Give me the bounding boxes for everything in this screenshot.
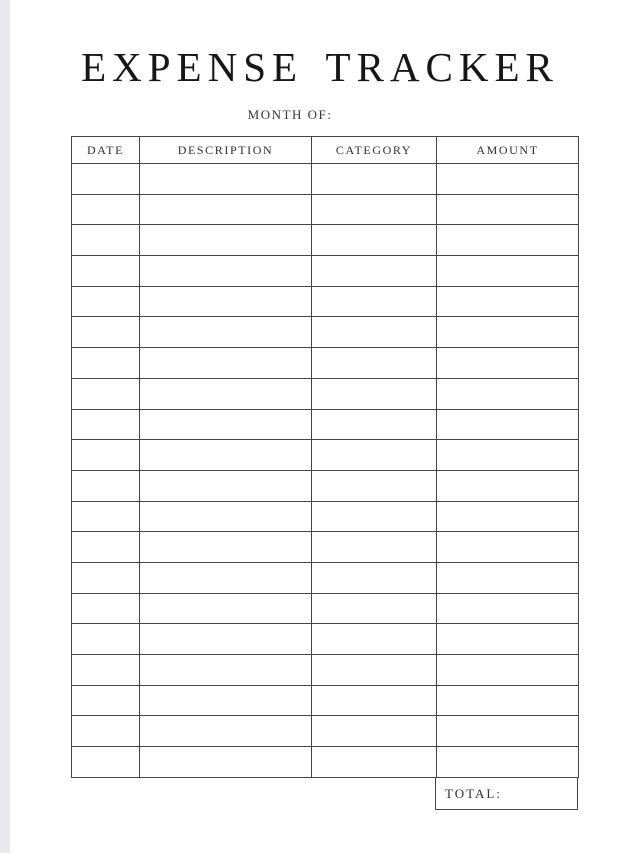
cell-date bbox=[72, 501, 140, 532]
table-row bbox=[72, 716, 579, 747]
table-row bbox=[72, 164, 579, 195]
cell-category bbox=[312, 286, 437, 317]
cell-category bbox=[312, 624, 437, 655]
column-header-date: DATE bbox=[72, 137, 140, 164]
cell-amount bbox=[437, 655, 579, 686]
cell-category bbox=[312, 348, 437, 379]
cell-category bbox=[312, 194, 437, 225]
cell-category bbox=[312, 225, 437, 256]
table-row bbox=[72, 440, 579, 471]
table-row bbox=[72, 501, 579, 532]
cell-category bbox=[312, 501, 437, 532]
cell-description bbox=[140, 562, 312, 593]
cell-description bbox=[140, 532, 312, 563]
table-row bbox=[72, 194, 579, 225]
cell-description bbox=[140, 624, 312, 655]
cell-amount bbox=[437, 256, 579, 287]
cell-amount bbox=[437, 164, 579, 195]
cell-date bbox=[72, 409, 140, 440]
cell-description bbox=[140, 348, 312, 379]
table-row bbox=[72, 685, 579, 716]
month-of-label: MONTH OF: bbox=[247, 107, 333, 122]
total-label: TOTAL: bbox=[445, 785, 502, 801]
cell-amount bbox=[437, 501, 579, 532]
cell-amount bbox=[437, 317, 579, 348]
cell-date bbox=[72, 194, 140, 225]
table-row bbox=[72, 378, 579, 409]
table-row bbox=[72, 348, 579, 379]
cell-category bbox=[312, 164, 437, 195]
cell-description bbox=[140, 164, 312, 195]
cell-date bbox=[72, 655, 140, 686]
table-row bbox=[72, 562, 579, 593]
cell-amount bbox=[437, 562, 579, 593]
cell-amount bbox=[437, 716, 579, 747]
cell-amount bbox=[437, 225, 579, 256]
expense-table bbox=[71, 136, 579, 778]
cell-category bbox=[312, 409, 437, 440]
cell-category bbox=[312, 593, 437, 624]
cell-date bbox=[72, 378, 140, 409]
table-row bbox=[72, 225, 579, 256]
cell-date bbox=[72, 225, 140, 256]
cell-date bbox=[72, 532, 140, 563]
cell-date bbox=[72, 624, 140, 655]
cell-amount bbox=[437, 440, 579, 471]
cell-description bbox=[140, 747, 312, 778]
cell-date bbox=[72, 286, 140, 317]
cell-description bbox=[140, 194, 312, 225]
table-row bbox=[72, 655, 579, 686]
cell-category bbox=[312, 562, 437, 593]
table-row bbox=[72, 286, 579, 317]
cell-category bbox=[312, 317, 437, 348]
cell-date bbox=[72, 747, 140, 778]
cell-date bbox=[72, 348, 140, 379]
cell-amount bbox=[437, 378, 579, 409]
cell-amount bbox=[437, 747, 579, 778]
table-row bbox=[72, 409, 579, 440]
cell-category bbox=[312, 655, 437, 686]
cell-category bbox=[312, 532, 437, 563]
cell-description bbox=[140, 655, 312, 686]
column-header-description: DESCRIPTION bbox=[140, 137, 312, 164]
page-title: EXPENSE TRACKER bbox=[81, 44, 559, 90]
cell-date bbox=[72, 716, 140, 747]
cell-description bbox=[140, 256, 312, 287]
table-row bbox=[72, 593, 579, 624]
cell-description bbox=[140, 225, 312, 256]
table-row bbox=[72, 256, 579, 287]
cell-date bbox=[72, 470, 140, 501]
cell-amount bbox=[437, 685, 579, 716]
cell-amount bbox=[437, 470, 579, 501]
cell-date bbox=[72, 256, 140, 287]
cell-description bbox=[140, 378, 312, 409]
column-header-category: CATEGORY bbox=[312, 137, 437, 164]
cell-date bbox=[72, 317, 140, 348]
cell-amount bbox=[437, 194, 579, 225]
table-row bbox=[72, 532, 579, 563]
cell-category bbox=[312, 440, 437, 471]
cell-description bbox=[140, 440, 312, 471]
total-cell bbox=[435, 777, 578, 810]
cell-description bbox=[140, 716, 312, 747]
cell-date bbox=[72, 685, 140, 716]
cell-description bbox=[140, 317, 312, 348]
page-left-edge bbox=[0, 0, 10, 853]
cell-amount bbox=[437, 624, 579, 655]
cell-amount bbox=[437, 409, 579, 440]
table-row bbox=[72, 747, 579, 778]
cell-description bbox=[140, 286, 312, 317]
cell-description bbox=[140, 501, 312, 532]
cell-category bbox=[312, 685, 437, 716]
table-row bbox=[72, 624, 579, 655]
table-row bbox=[72, 317, 579, 348]
cell-date bbox=[72, 593, 140, 624]
cell-category bbox=[312, 256, 437, 287]
cell-description bbox=[140, 593, 312, 624]
cell-date bbox=[72, 440, 140, 471]
cell-category bbox=[312, 378, 437, 409]
table-header-row bbox=[72, 137, 579, 164]
cell-date bbox=[72, 562, 140, 593]
cell-category bbox=[312, 716, 437, 747]
cell-category bbox=[312, 470, 437, 501]
column-header-amount: AMOUNT bbox=[437, 137, 579, 164]
table-body bbox=[72, 164, 579, 778]
cell-description bbox=[140, 685, 312, 716]
cell-category bbox=[312, 747, 437, 778]
cell-amount bbox=[437, 286, 579, 317]
cell-amount bbox=[437, 593, 579, 624]
cell-date bbox=[72, 164, 140, 195]
cell-amount bbox=[437, 532, 579, 563]
table-row bbox=[72, 470, 579, 501]
cell-description bbox=[140, 470, 312, 501]
cell-amount bbox=[437, 348, 579, 379]
cell-description bbox=[140, 409, 312, 440]
